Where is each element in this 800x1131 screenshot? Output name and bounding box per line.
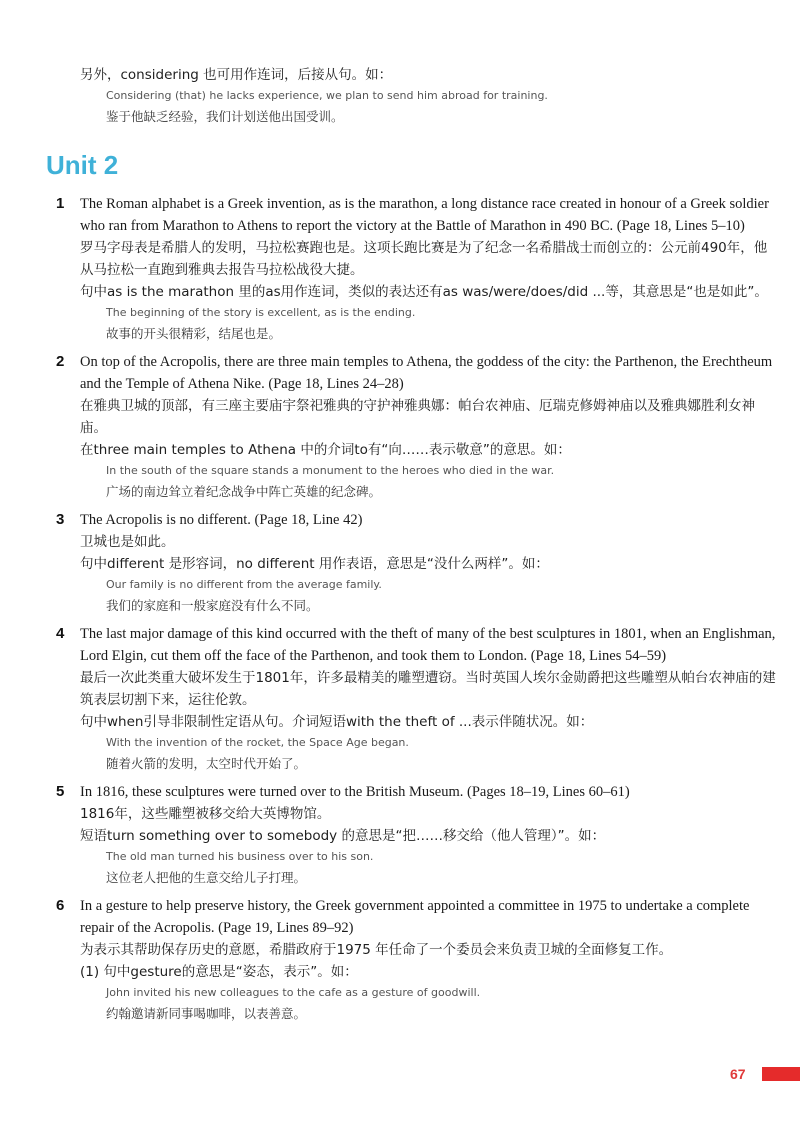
item-note: 在three main temples to Athena 中的介词to有“向……表示敬意”的意思。如：	[80, 442, 571, 458]
item-translation: 为表示其帮助保存历史的意愿，希腊政府于1975 年任命了一个委员会来负责卫城的全面修复工作。	[80, 942, 673, 958]
item-english: The Acropolis is no different. (Page 18, Line 42)	[80, 512, 363, 528]
example-en: In the south of the square stands a monument to the heroes who died in the war.	[106, 464, 555, 477]
item-translation: 在雅典卫城的顶部，有三座主要庙宇祭祀雅典的守护神雅典娜：帕台农神庙、厄瑞克修姆神庙以及雅典娜胜利女神庙。	[80, 398, 755, 436]
item-number: 6	[56, 897, 65, 914]
example-cn: 我们的家庭和一般家庭没有什么不同。	[106, 598, 319, 613]
item-english: The Roman alphabet is a Greek invention, as is the marathon, a long distance race created in honour of a Greek soldier who ran from Marathon to Athens to report the victory at the Battle of Marathon in 490 BC. (Page 18, Lines 5–10)	[80, 196, 769, 234]
intro-example-cn: 鉴于他缺乏经验，我们计划送他出国受训。	[106, 109, 344, 124]
item-number: 3	[56, 511, 65, 528]
item-number: 5	[56, 783, 65, 800]
example-cn: 随着火箭的发明，太空时代开始了。	[106, 756, 307, 771]
example-cn: 广场的南边耸立着纪念战争中阵亡英雄的纪念碑。	[106, 484, 382, 499]
note-item	[46, 623, 776, 775]
item-translation: 最后一次此类重大破坏发生于1801年，许多最精美的雕塑遭窃。当时英国人埃尔金勋爵把这些雕塑从帕台农神庙的建筑表层切割下来，运往伦敦。	[80, 670, 776, 708]
item-translation: 1816年，这些雕塑被移交给大英博物馆。	[80, 806, 331, 822]
note-item	[46, 509, 776, 617]
intro-example-en: Considering (that) he lacks experience, we plan to send him abroad for training.	[106, 89, 548, 102]
item-english: The last major damage of this kind occurred with the theft of many of the best sculptures in 1801, when an Englishman, Lord Elgin, cut them off the face of the Parthenon, and took them to London. (Page 18, Lines 54–59)	[80, 626, 776, 664]
example-en: With the invention of the rocket, the Space Age began.	[106, 736, 409, 749]
item-note: 句中different 是形容词，no different 用作表语，意思是“没什么两样”。如：	[80, 556, 549, 572]
item-note: 句中when引导非限制性定语从句。介词短语with the theft of ...表示伴随状况。如：	[80, 714, 594, 730]
item-english: In 1816, these sculptures were turned over to the British Museum. (Pages 18–19, Lines 60–61)	[80, 784, 630, 800]
item-english: On top of the Acropolis, there are three main temples to Athena, the goddess of the city: the Parthenon, the Erechtheum and the Temple of Athena Nike. (Page 18, Lines 24–28)	[80, 354, 773, 392]
intro-text: 另外，considering 也可用作连词，后接从句。如：	[80, 67, 393, 83]
example-cn: 故事的开头很精彩，结尾也是。	[106, 326, 282, 341]
note-item	[46, 351, 776, 503]
example-en: Our family is no different from the average family.	[106, 578, 382, 591]
note-item	[46, 895, 776, 1025]
example-cn: 约翰邀请新同事喝咖啡，以表善意。	[106, 1006, 307, 1021]
item-number: 2	[56, 353, 65, 370]
note-item	[46, 781, 776, 889]
notes-list	[46, 193, 776, 1031]
item-translation: 卫城也是如此。	[80, 534, 175, 550]
item-number: 1	[56, 195, 65, 212]
unit-title: Unit 2	[46, 150, 119, 180]
intro-section	[80, 64, 770, 128]
item-number: 4	[56, 625, 65, 642]
note-item	[46, 193, 776, 345]
item-note: 短语turn something over to somebody 的意思是“把……移交给（他人管理）”。如：	[80, 828, 606, 844]
item-english: In a gesture to help preserve history, the Greek government appointed a committee in 1975 to undertake a complete repair of the Acropolis. (Page 19, Lines 89–92)	[80, 898, 750, 936]
example-en: The old man turned his business over to his son.	[106, 850, 374, 863]
item-note: 句中as is the marathon 里的as用作连词，类似的表达还有as was/were/does/did ...等，其意思是“也是如此”。	[80, 284, 768, 300]
item-translation: 罗马字母表是希腊人的发明，马拉松赛跑也是。这项长跑比赛是为了纪念一名希腊战士而创立的：公元前490年，他从马拉松一直跑到雅典去报告马拉松战役大捷。	[80, 240, 768, 278]
item-note: (1) 句中gesture的意思是“姿态，表示”。如：	[80, 964, 358, 980]
example-en: The beginning of the story is excellent, as is the ending.	[106, 306, 416, 319]
page-accent-bar	[762, 1067, 800, 1081]
example-cn: 这位老人把他的生意交给儿子打理。	[106, 870, 307, 885]
page-number: 67	[730, 1066, 746, 1082]
example-en: John invited his new colleagues to the cafe as a gesture of goodwill.	[106, 986, 481, 999]
